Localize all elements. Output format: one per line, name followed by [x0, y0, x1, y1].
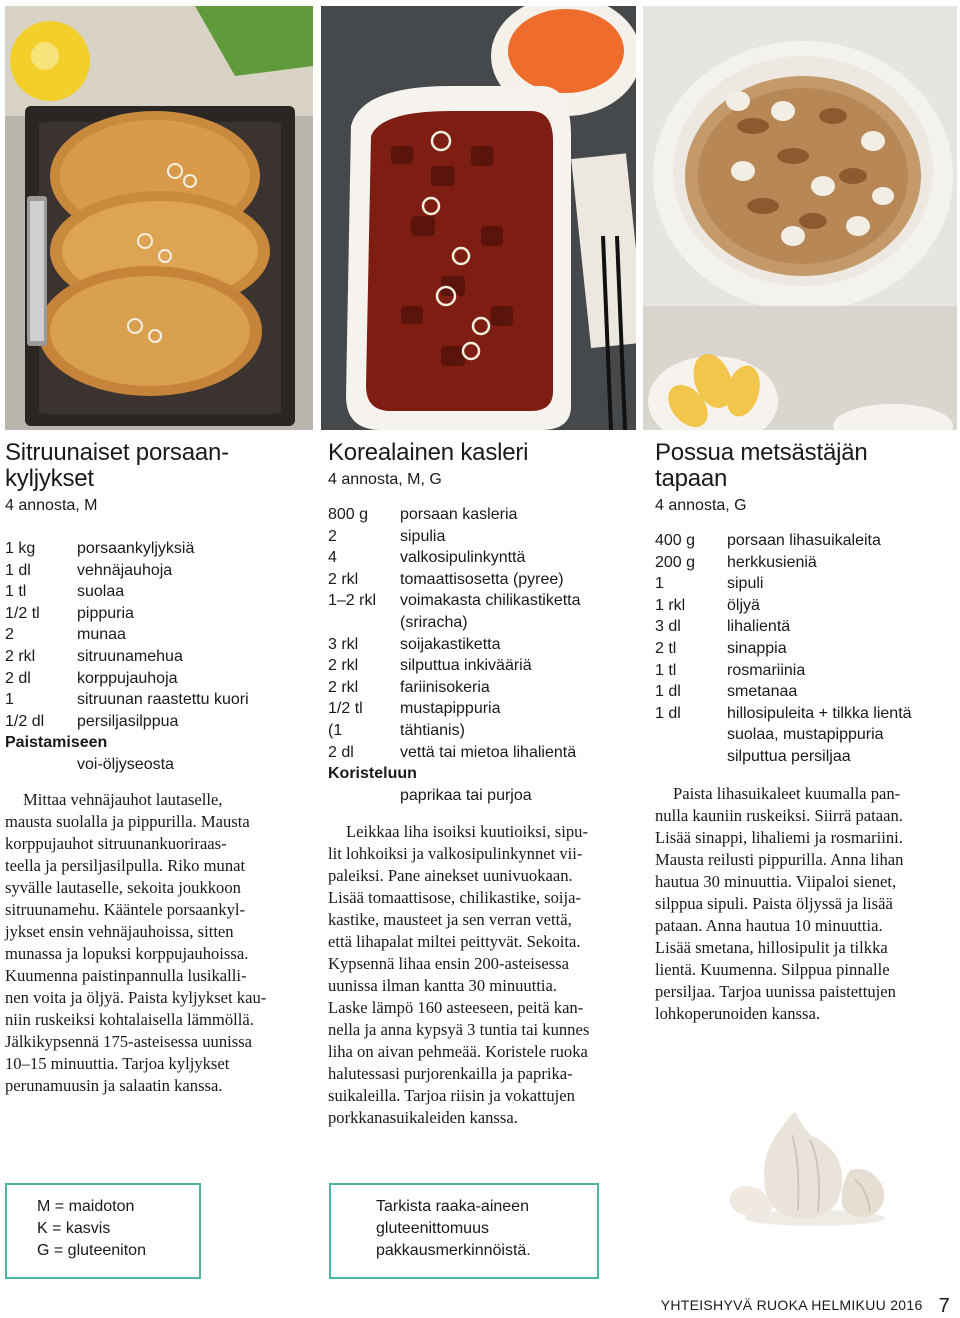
instruction-line: nen voita ja öljyä. Paista kyljykset kau- — [5, 987, 267, 1007]
instruction-line: jykset ensin vehnäjauhoissa, sitten — [5, 921, 234, 941]
ingredient-name: korppujauhoja — [77, 669, 178, 687]
ingredient-list — [655, 530, 955, 768]
instruction-line: kastike, mausteet ja sen verran vettä, — [328, 910, 572, 930]
instruction-line: Lisää tomaattisose, chilikastike, soija- — [328, 888, 581, 908]
ingredient-row — [328, 720, 634, 742]
ingredient-name: silputtua inkivääriä — [400, 657, 532, 675]
ingredient-name: suolaa, mustapippuria — [727, 726, 884, 744]
ingredient-quantity: 1 dl — [655, 704, 681, 722]
recipe-servings: 4 annosta, M — [5, 497, 98, 514]
ingredient-row — [655, 681, 955, 703]
ingredient-name: voi-öljyseosta — [77, 755, 174, 773]
instruction-line: Kypsennä lihaa ensin 200-asteisessa — [328, 954, 570, 974]
ingredient-quantity: 3 dl — [655, 618, 681, 636]
ingredient-name: mustapippuria — [400, 700, 501, 718]
ingredient-name: vettä tai mietoa lihalientä — [400, 743, 577, 761]
ingredient-name: smetanaa — [727, 683, 798, 701]
ingredient-quantity — [328, 612, 400, 634]
instruction-line: hautua 30 minuuttia. Viipaloi sienet, — [655, 871, 897, 891]
photo-pork-chops — [5, 6, 313, 430]
ingredient-row — [328, 655, 634, 677]
ingredient-quantity: 1 rkl — [655, 596, 686, 614]
ingredient-name: munaa — [77, 626, 126, 644]
ingredient-row — [328, 547, 634, 569]
ingredient-quantity: 2 rkl — [328, 570, 359, 588]
instruction-line: porkkanasuikaleiden kanssa. — [328, 1108, 518, 1128]
ingredient-row — [655, 638, 955, 660]
recipe-title — [5, 440, 311, 492]
ingredient-row — [5, 560, 311, 582]
legend-line: M = maidoton — [37, 1198, 135, 1215]
ingredient-row — [5, 754, 311, 776]
ingredient-row — [328, 590, 634, 612]
instruction-line: Mausta reilusti pippurilla. Anna lihan — [655, 849, 904, 869]
ingredient-name: sipulia — [400, 527, 446, 545]
ingredient-quantity: 2 — [328, 527, 337, 545]
ingredient-name: sitruunan raastettu kuori — [77, 691, 249, 709]
ingredient-name: soijakastiketta — [400, 635, 501, 653]
instruction-line: pataan. Anna hautua 10 minuuttia. — [655, 915, 883, 935]
ingredient-quantity: 1/2 dl — [5, 712, 45, 730]
ingredient-quantity: 1 tl — [5, 583, 27, 601]
photo-korean-pork — [321, 6, 636, 430]
ingredient-name: paprikaa tai purjoa — [400, 786, 532, 804]
ingredient-name: sipuli — [727, 575, 764, 593]
ingredient-quantity: 1/2 tl — [5, 604, 40, 622]
recipe-title-line: kyljykset — [5, 465, 94, 492]
instruction-line: Laske lämpö 160 asteeseen, peitä kan- — [328, 998, 584, 1018]
ingredient-name: hillosipuleita + tilkka lientä — [727, 704, 912, 722]
ingredient-row — [328, 612, 634, 634]
ingredient-name: rosmariinia — [727, 661, 806, 679]
ingredient-quantity: 2 tl — [655, 639, 677, 657]
instruction-line: munassa ja lopuksi korppujauhoissa. — [5, 943, 249, 963]
ingredient-name: tähtianis) — [400, 721, 465, 739]
instruction-line: paleiksi. Pane ainekset uunivuokaan. — [328, 866, 573, 886]
ingredient-section-heading — [5, 732, 311, 754]
instruction-line: mausta suolalla ja pippurilla. Mausta — [5, 811, 250, 831]
instruction-line: nella ja anna kypsyä 3 tuntia tai kunnes — [328, 1020, 590, 1040]
instruction-line: perunamuusin ja salaatin kanssa. — [5, 1075, 223, 1095]
ingredient-name: tomaattisosetta (pyree) — [400, 570, 564, 588]
ingredient-quantity: 2 rkl — [5, 647, 36, 665]
ingredient-quantity — [655, 724, 727, 746]
instruction-line: lit lohkoiksi ja valkosipulinkynnet vii- — [328, 844, 583, 864]
ingredient-quantity: 200 g — [655, 553, 696, 571]
instruction-line: Mittaa vehnäjauhot lautaselle, — [23, 789, 223, 809]
ingredient-row — [328, 677, 634, 699]
ingredient-row — [655, 595, 955, 617]
ingredient-quantity: 2 dl — [5, 669, 31, 687]
page-number: 7 — [938, 1295, 950, 1317]
ingredient-quantity: 1–2 rkl — [328, 592, 377, 610]
recipe-instructions — [328, 821, 634, 1129]
recipe-hunter-style-pork — [655, 440, 955, 1025]
ingredient-name: valkosipulinkynttä — [400, 549, 526, 567]
recipe-instructions — [655, 783, 955, 1025]
instruction-line: lohkoperunoiden kanssa. — [655, 1003, 820, 1023]
magazine-name: YHTEISHYVÄ RUOKA HELMIKUU 2016 — [660, 1297, 923, 1313]
ingredient-name: silputtua persiljaa — [727, 747, 851, 765]
ingredient-row — [5, 668, 311, 690]
ingredient-row — [5, 624, 311, 646]
ingredient-row — [5, 711, 311, 733]
instruction-line: lientä. Kuumenna. Silppua pinnalle — [655, 959, 890, 979]
ingredient-row — [655, 530, 955, 552]
ingredient-list — [5, 538, 311, 776]
ingredient-quantity: 2 rkl — [328, 678, 359, 696]
ingredient-row — [655, 552, 955, 574]
section-label: Koristeluun — [328, 765, 417, 783]
ingredient-row — [655, 660, 955, 682]
ingredient-quantity: 1 — [5, 691, 14, 709]
recipe-instructions — [5, 789, 311, 1097]
ingredient-row — [5, 646, 311, 668]
recipe-korean-kasseler — [328, 440, 634, 1129]
instruction-line: Lisää sinappi, lihaliemi ja rosmariini. — [655, 827, 903, 847]
ingredient-quantity: 2 dl — [328, 743, 354, 761]
instruction-line: nulla kauniin ruskeiksi. Siirrä pataan. — [655, 805, 903, 825]
diet-legend-box — [5, 1183, 201, 1279]
gluten-note-box — [329, 1183, 599, 1279]
instruction-line: uunissa ilman kantta 30 minuuttia. — [328, 976, 558, 996]
recipe-title-line: Possua metsästäjän — [655, 439, 868, 466]
ingredient-name: fariinisokeria — [400, 678, 490, 696]
ingredient-row — [328, 634, 634, 656]
ingredient-row — [328, 504, 634, 526]
ingredient-row — [5, 603, 311, 625]
instruction-line: Kuumenna paistinpannulla lusikalli- — [5, 965, 247, 985]
instruction-line: suikaleilla. Tarjoa riisin ja vokattujen — [328, 1086, 575, 1106]
ingredient-quantity: 400 g — [655, 532, 696, 549]
ingredient-quantity: 1 dl — [655, 683, 681, 701]
garlic-image — [730, 1110, 900, 1228]
legend-line: G = gluteeniton — [37, 1242, 146, 1259]
legend-line: K = kasvis — [37, 1220, 111, 1237]
ingredient-list — [328, 504, 634, 806]
ingredient-section-heading — [328, 763, 634, 785]
ingredient-row — [5, 689, 311, 711]
recipe-title-line: tapaan — [655, 465, 728, 492]
ingredient-row — [655, 616, 955, 638]
ingredient-row — [655, 746, 955, 768]
instruction-line: teella ja persiljasilpulla. Riko munat — [5, 855, 246, 875]
ingredient-name: persiljasilppua — [77, 712, 179, 730]
recipe-title — [655, 440, 955, 492]
instruction-line: halutessasi purjorenkailla ja paprika- — [328, 1064, 573, 1084]
ingredient-row — [655, 703, 955, 725]
ingredient-name: porsaankyljyksiä — [77, 540, 195, 557]
instruction-line: syvälle lautaselle, sekoita joukkoon — [5, 877, 241, 897]
recipe-servings: 4 annosta, M, G — [328, 471, 442, 488]
ingredient-quantity: 1 dl — [5, 561, 31, 579]
ingredient-name: voimakasta chilikastiketta — [400, 592, 581, 610]
recipe-lemon-pork-chops — [5, 440, 311, 1097]
instruction-line: persiljaa. Tarjoa uunissa paistettujen — [655, 981, 896, 1001]
instruction-line: silppua sipuli. Paista öljyssä ja lisää — [655, 893, 893, 913]
ingredient-quantity: 1/2 tl — [328, 700, 363, 718]
ingredient-name: öljyä — [727, 596, 760, 614]
ingredient-name: pippuria — [77, 604, 134, 622]
ingredient-row — [328, 698, 634, 720]
instruction-line: niin ruskeiksi kohtalaisella lämmöllä. — [5, 1009, 254, 1029]
ingredient-row — [655, 573, 955, 595]
recipe-title-line: Sitruunaiset porsaan- — [5, 439, 229, 466]
ingredient-quantity: 1 tl — [655, 661, 677, 679]
recipe-servings: 4 annosta, G — [655, 497, 747, 514]
instruction-line: korppujauhot sitruunankuoriraas- — [5, 833, 227, 853]
photo-hunter-pot — [643, 6, 957, 430]
ingredient-name: lihalientä — [727, 618, 791, 636]
ingredient-name: porsaan lihasuikaleita — [727, 532, 881, 549]
ingredient-quantity: (1 — [328, 721, 343, 739]
note-line: pakkausmerkinnöistä. — [376, 1242, 531, 1259]
ingredient-quantity: 1 — [655, 575, 664, 593]
ingredient-name: suolaa — [77, 583, 125, 601]
ingredient-quantity: 1 kg — [5, 540, 36, 557]
section-label: Paistamiseen — [5, 734, 108, 752]
ingredient-row — [5, 538, 311, 560]
ingredient-row — [655, 724, 955, 746]
ingredient-quantity: 2 rkl — [328, 657, 359, 675]
ingredient-quantity: 800 g — [328, 506, 369, 523]
ingredient-row — [328, 785, 634, 807]
instruction-line: Leikkaa liha isoiksi kuutioiksi, sipu- — [346, 822, 588, 842]
ingredient-quantity — [655, 746, 727, 768]
ingredient-quantity: 2 — [5, 626, 14, 644]
ingredient-name: sinappia — [727, 639, 787, 657]
instruction-line: Jälkikypsennä 175-asteisessa uunissa — [5, 1031, 253, 1051]
ingredient-quantity: 3 rkl — [328, 635, 359, 653]
ingredient-row — [5, 581, 311, 603]
recipe-title: Korealainen kasleri — [328, 439, 529, 466]
ingredient-row — [328, 569, 634, 591]
note-line: Tarkista raaka-aineen — [376, 1198, 529, 1215]
page-footer — [661, 1296, 950, 1315]
instruction-line: Paista lihasuikaleet kuumalla pan- — [673, 783, 901, 803]
instruction-line: 10–15 minuuttia. Tarjoa kyljykset — [5, 1053, 230, 1073]
ingredient-row — [328, 742, 634, 764]
ingredient-name: sitruunamehua — [77, 647, 183, 665]
instruction-line: sitruunamehu. Kääntele porsaankyl- — [5, 899, 246, 919]
note-line: gluteenittomuus — [376, 1220, 489, 1237]
ingredient-name: herkkusieniä — [727, 553, 817, 571]
instruction-line: että lihapalat miltei peittyvät. Sekoita. — [328, 932, 581, 952]
ingredient-quantity: 4 — [328, 549, 337, 567]
ingredient-row — [328, 526, 634, 548]
instruction-line: Lisää smetana, hillosipulit ja tilkka — [655, 937, 888, 957]
ingredient-name: porsaan kasleria — [400, 506, 518, 523]
ingredient-name: vehnäjauhoja — [77, 561, 173, 579]
ingredient-name: (sriracha) — [400, 613, 468, 631]
instruction-line: liha on aivan pehmeää. Koristele ruoka — [328, 1042, 588, 1062]
